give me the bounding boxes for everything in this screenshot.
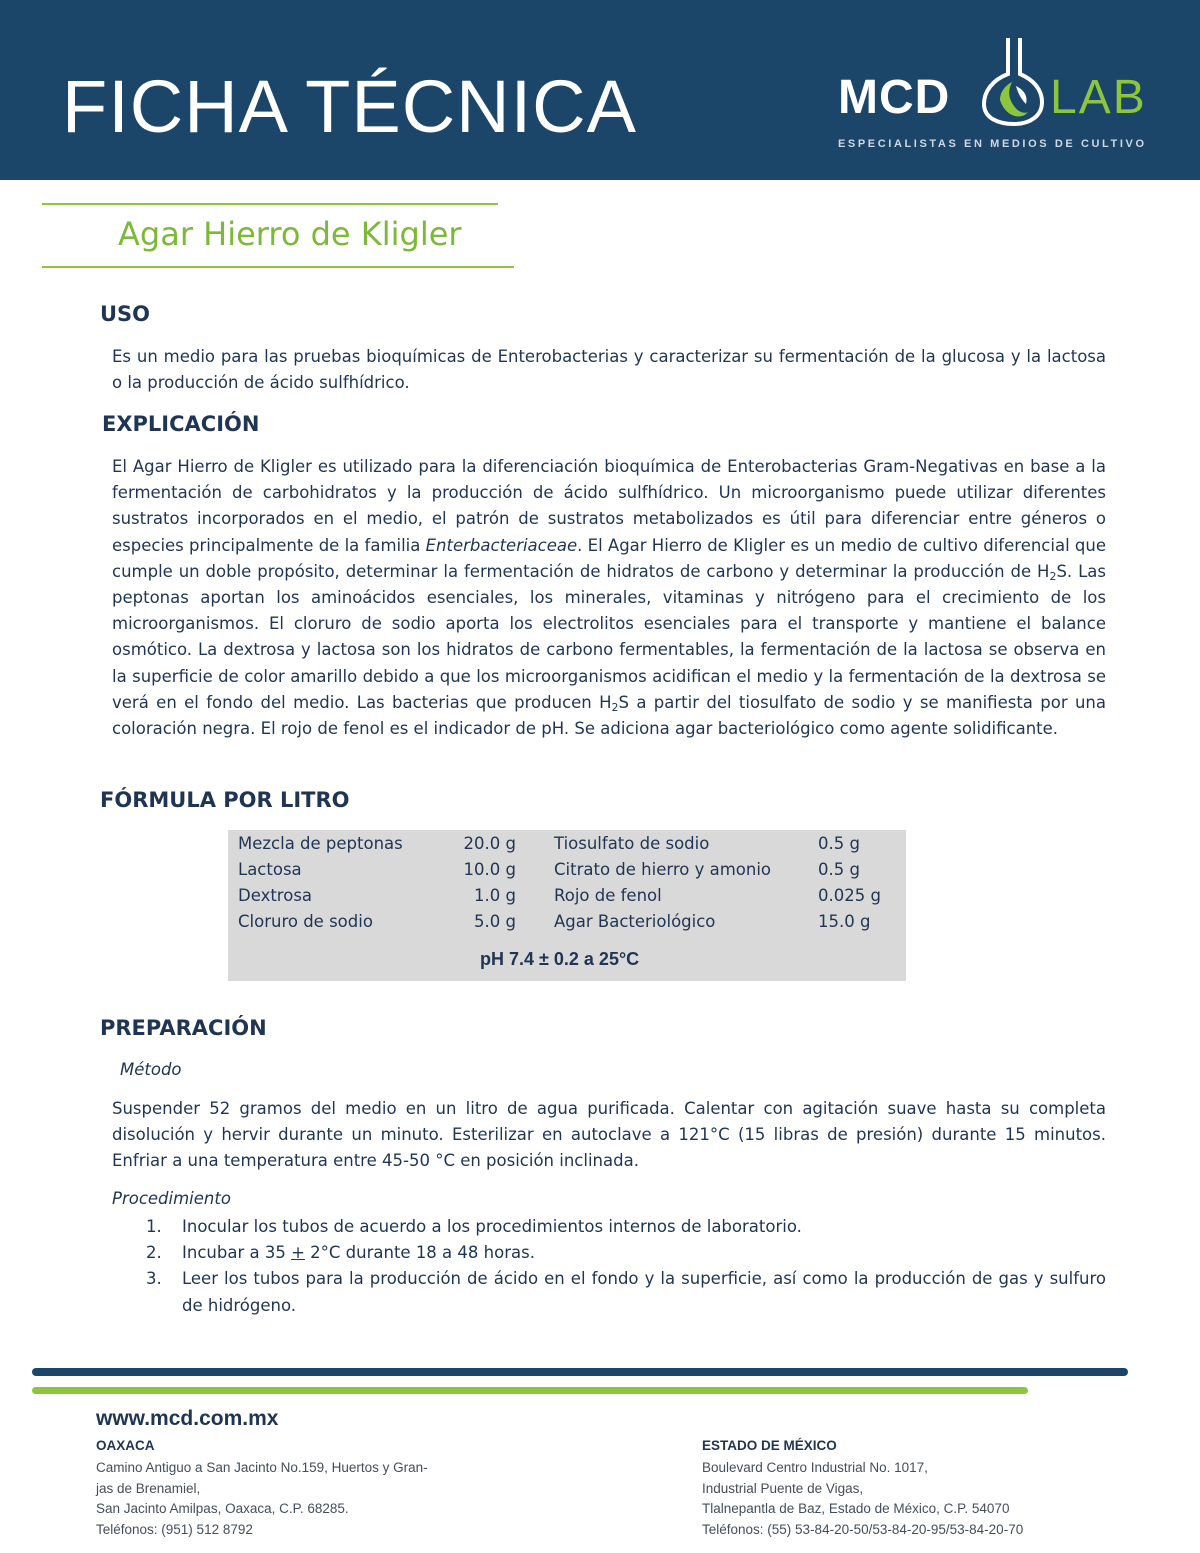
list-item <box>146 1240 1106 1266</box>
ingredient-qty: 20.0 g <box>463 834 516 853</box>
mcd-lab-logo <box>838 34 1168 154</box>
step-number: 1. <box>146 1217 162 1236</box>
explicacion-part3: S. Las peptonas aportan los aminoácidos esenciales, los minerales, vitaminas y nitrógeno para el crecimiento de los microorganismos. El cloruro de sodio aporta los electrolitos esenciales para el transporte y mantiene el balance osmótico. La dextrosa y lactosa son los hidratos de carbono fermentables, la fermentación de la lactosa se observa en la superficie de color amarillo debido a que los microorganismos acidifican el medio y la fermentación de la dextrosa se verá en el fondo del medio. Las bacterias que producen H <box>112 561 1106 712</box>
title-rule-bottom <box>42 266 514 268</box>
formula-heading: FÓRMULA POR LITRO <box>100 788 350 812</box>
ingredient-name: Agar Bacteriológico <box>554 912 716 931</box>
ingredient-qty: 1.0 g <box>474 886 516 905</box>
plus-minus-sign: + <box>291 1243 305 1263</box>
uso-heading: USO <box>100 302 151 326</box>
preparacion-heading: PREPARACIÓN <box>100 1016 267 1040</box>
ingredient-qty: 0.5 g <box>818 834 860 853</box>
list-item <box>146 1214 1106 1240</box>
document-title: FICHA TÉCNICA <box>62 65 637 148</box>
logo-mcd-text: MCD <box>838 71 951 124</box>
step-text: Leer los tubos para la producción de ácido en el fondo y la superficie, así como la producción de gas y sulfuro de hidrógeno. <box>182 1269 1106 1315</box>
oaxaca-address <box>96 1458 428 1540</box>
address-line: Tlalnepantla de Baz, Estado de México, C.P. 54070 <box>702 1501 1010 1517</box>
list-item <box>146 1266 1106 1318</box>
subscript-2: 2 <box>611 700 619 714</box>
explicacion-text <box>112 454 1106 742</box>
formula-table <box>228 830 906 981</box>
ingredient-qty: 0.5 g <box>818 860 860 879</box>
step-number: 2. <box>146 1243 162 1263</box>
ph-value: pH 7.4 ± 0.2 a 25°C <box>480 949 640 969</box>
step-text-post: 2°C durante 18 a 48 horas. <box>304 1243 535 1263</box>
step-number: 3. <box>146 1269 162 1289</box>
product-name: Agar Hierro de Kligler <box>118 215 462 253</box>
step-text-pre: Incubar a 35 <box>182 1243 292 1263</box>
oaxaca-heading: OAXACA <box>96 1438 155 1453</box>
logo-lab-text: LAB <box>1050 71 1147 124</box>
table-row <box>228 912 906 938</box>
footer-divider-green <box>32 1387 1028 1394</box>
ingredient-qty: 5.0 g <box>474 912 516 931</box>
address-line: San Jacinto Amilpas, Oaxaca, C.P. 68285. <box>96 1501 349 1517</box>
family-name: Enterbacteriaceae <box>425 535 578 555</box>
address-line: Industrial Puente de Vigas, <box>702 1480 864 1496</box>
logo-tagline: ESPECIALISTAS EN MEDIOS DE CULTIVO <box>838 138 1147 150</box>
footer-divider-navy <box>32 1368 1128 1376</box>
subscript-2: 2 <box>1049 569 1057 583</box>
explicacion-part1: El Agar Hierro de Kligler es utilizado para la diferenciación bioquímica de Enterobacterias Gram-Negativas en base a la fermentación de carbohidratos y la producción de ácido sulfhídrico. Un microorganismo puede utilizar diferentes sustratos incorporados en el medio, el patrón de sustratos metabolizados es útil para diferenciar entre géneros o especies principalmente de la familia <box>112 457 1106 555</box>
table-row <box>228 886 906 912</box>
ingredient-qty: 15.0 g <box>818 912 871 931</box>
uso-text: Es un medio para las pruebas bioquímicas de Enterobacterias y caracterizar su fermentación de la glucosa y la lactosa o la producción de ácido sulfhídrico. <box>112 347 1106 393</box>
ingredient-name: Lactosa <box>238 860 302 879</box>
explicacion-part4: S a partir del tiosulfato de sodio y se manifiesta por una coloración negra. El rojo de fenol es el indicador de pH. Se adiciona agar bacteriológico como agente solidificante. <box>112 692 1106 739</box>
edomex-heading: ESTADO DE MÉXICO <box>702 1438 837 1453</box>
phone-line: Teléfonos: (951) 512 8792 <box>96 1521 253 1537</box>
edomex-address <box>702 1458 1023 1540</box>
procedure-list <box>146 1214 1106 1319</box>
flask-icon <box>978 34 1048 126</box>
explicacion-heading: EXPLICACIÓN <box>102 412 260 436</box>
title-rule-top <box>42 203 498 205</box>
step-text: Inocular los tubos de acuerdo a los procedimientos internos de laboratorio. <box>182 1217 802 1236</box>
address-line: Camino Antiguo a San Jacinto No.159, Huertos y Gran- <box>96 1460 428 1475</box>
procedimiento-label: Procedimiento <box>112 1189 231 1208</box>
metodo-text: Suspender 52 gramos del medio en un litro de agua purificada. Calentar con agitación suave hasta su completa disolución y hervir durante un minuto. Esterilizar en autoclave a 121°C (15 libras de presión) durante 15 minutos. Enfriar a una temperatura entre 45-50 °C en posición inclinada. <box>112 1099 1106 1171</box>
ingredient-name: Mezcla de peptonas <box>238 834 403 853</box>
metodo-label: Método <box>120 1060 182 1079</box>
website-link[interactable]: www.mcd.com.mx <box>96 1407 279 1430</box>
address-line: Boulevard Centro Industrial No. 1017, <box>702 1460 928 1475</box>
phone-line: Teléfonos: (55) 53-84-20-50/53-84-20-95/53-84-20-70 <box>702 1521 1024 1537</box>
table-row <box>228 834 906 860</box>
ingredient-name: Citrato de hierro y amonio <box>554 860 772 879</box>
ingredient-name: Rojo de fenol <box>554 886 662 905</box>
ingredient-name: Dextrosa <box>238 886 313 905</box>
header-banner <box>0 0 1200 180</box>
table-row <box>228 860 906 886</box>
ingredient-name: Cloruro de sodio <box>238 912 373 931</box>
ingredient-qty: 10.0 g <box>463 860 516 879</box>
ingredient-qty: 0.025 g <box>818 886 881 905</box>
address-line: jas de Brenamiel, <box>96 1480 201 1496</box>
explicacion-part2: . El Agar Hierro de Kligler es un medio de cultivo diferencial que cumple un doble propósito, determinar la fermentación de hidratos de carbono y determinar la producción de H <box>112 535 1106 581</box>
ingredient-name: Tiosulfato de sodio <box>554 834 710 853</box>
